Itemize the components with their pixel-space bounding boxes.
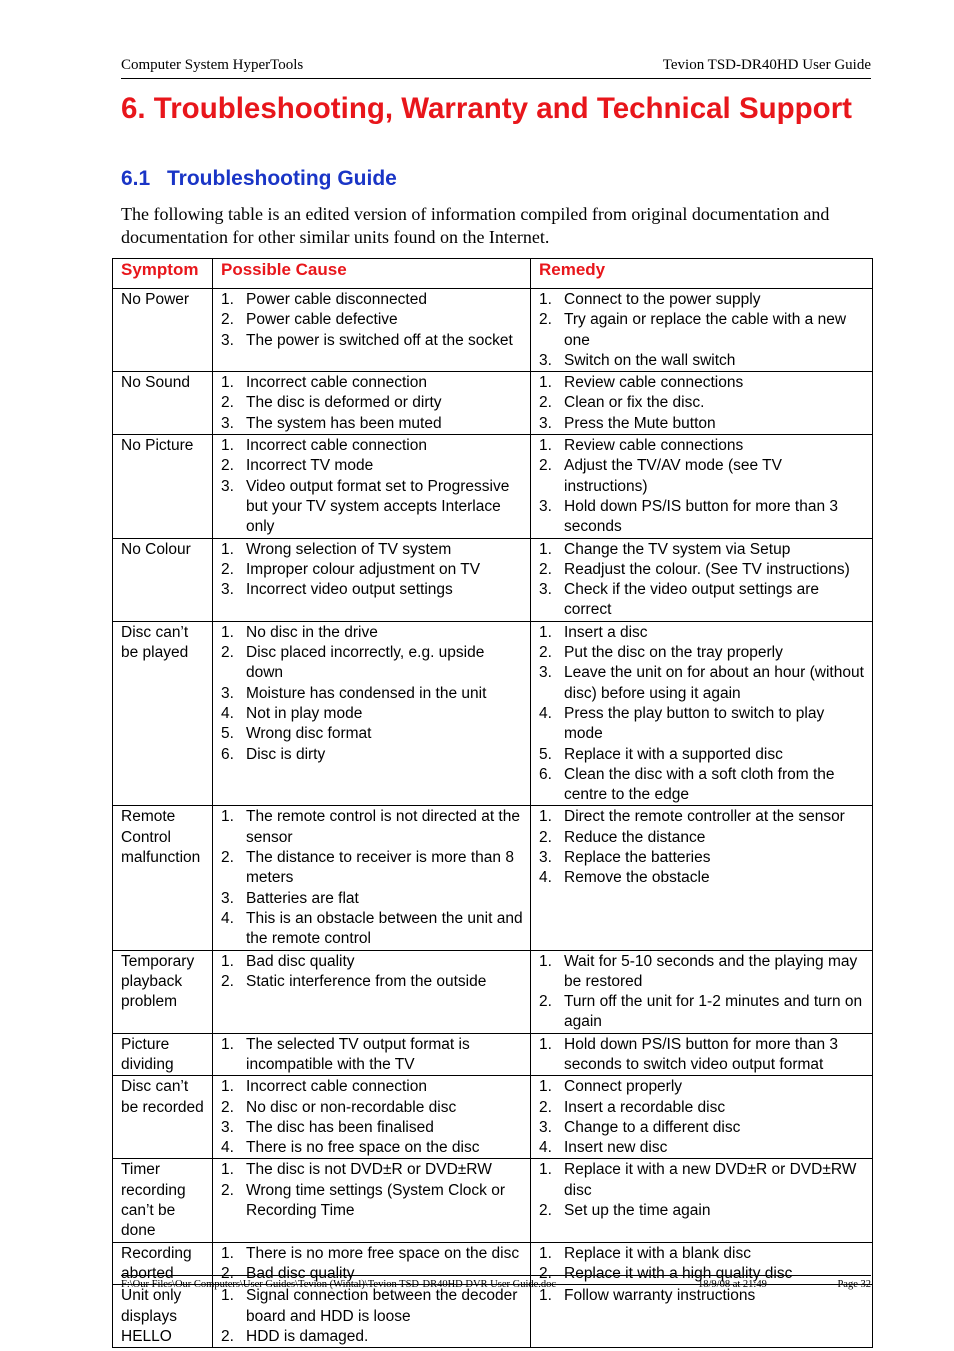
symptom-cell: No Power [113, 289, 213, 372]
intro-paragraph: The following table is an edited version of information compiled from original documentation and documentation for other similar units found on the Internet. [121, 204, 830, 247]
cause-item [221, 310, 524, 330]
remedy-text: Press the Mute button [564, 414, 716, 432]
remedy-item [539, 580, 866, 621]
table-row [113, 289, 873, 372]
remedy-item [539, 1201, 866, 1221]
table-row [113, 1076, 873, 1159]
item-number: 3. [539, 849, 552, 867]
item-number: 1. [221, 374, 234, 392]
remedy-text: Switch on the wall switch [564, 351, 736, 369]
remedy-list [539, 952, 866, 1033]
item-number: 2. [539, 560, 552, 578]
cause-text: The disc is deformed or dirty [246, 394, 442, 412]
cause-text: Incorrect cable connection [246, 437, 427, 455]
cause-text: The remote control is not directed at the sensor [246, 808, 520, 846]
remedy-list [539, 1035, 866, 1076]
cause-cell [213, 1159, 531, 1242]
table-row [113, 1159, 873, 1242]
cause-text: Signal connection between the decoder board and HDD is loose [246, 1287, 518, 1325]
cause-item [221, 1181, 524, 1222]
remedy-item [539, 456, 866, 497]
remedy-text: Insert a recordable disc [564, 1098, 726, 1116]
remedy-text: Adjust the TV/AV mode (see TV instructions) [564, 457, 782, 495]
item-number: 4. [539, 1139, 552, 1157]
symptom-cell: Disc can’t be played [113, 621, 213, 806]
item-number: 1. [221, 540, 234, 558]
cause-list [221, 1286, 524, 1347]
cause-item [221, 952, 524, 972]
cause-list [221, 623, 524, 765]
item-number: 2. [539, 1202, 552, 1220]
cause-text: No disc in the drive [246, 623, 378, 641]
item-number: 3. [221, 889, 234, 907]
remedy-item [539, 704, 866, 745]
header-divider [121, 78, 871, 79]
remedy-item [539, 393, 866, 413]
item-number: 3. [221, 581, 234, 599]
remedy-text: Press the play button to switch to play mode [564, 704, 825, 743]
item-number: 3. [539, 1118, 552, 1136]
cause-list [221, 436, 524, 537]
cause-text: Not in play mode [246, 704, 363, 722]
cause-text: The disc is not DVD±R or DVD±RW [246, 1161, 492, 1179]
remedy-item [539, 623, 866, 643]
remedy-list [539, 290, 866, 371]
remedy-item [539, 992, 866, 1033]
remedy-text: Follow warranty instructions [564, 1287, 756, 1305]
item-number: 2. [221, 560, 234, 578]
table-row [113, 538, 873, 621]
item-number: 1. [221, 1035, 234, 1053]
page-header [121, 57, 871, 77]
item-number: 2. [221, 849, 234, 867]
item-number: 6. [221, 745, 234, 763]
remedy-cell [531, 1285, 873, 1348]
table-body [113, 289, 873, 1348]
remedy-item [539, 290, 866, 310]
cause-text: There is no free space on the disc [246, 1139, 480, 1157]
remedy-item [539, 765, 866, 806]
remedy-item [539, 828, 866, 848]
table-row [113, 1285, 873, 1348]
item-number: 3. [539, 581, 552, 599]
cause-cell [213, 289, 531, 372]
item-number: 2. [539, 311, 552, 329]
remedy-cell [531, 950, 873, 1033]
item-number: 2. [221, 972, 234, 990]
cause-cell [213, 806, 531, 950]
remedy-item [539, 848, 866, 868]
cause-text: Moisture has condensed in the unit [246, 684, 487, 702]
item-number: 1. [539, 1244, 552, 1262]
remedy-text: Replace it with a high quality disc [564, 1264, 793, 1282]
symptom-cell: Temporary playback problem [113, 950, 213, 1033]
cause-text: The disc has been finalised [246, 1118, 434, 1136]
cause-list [221, 540, 524, 601]
item-number: 2. [221, 1264, 234, 1282]
remedy-cell [531, 1159, 873, 1242]
cause-item [221, 1077, 524, 1097]
item-number: 2. [539, 828, 552, 846]
item-number: 1. [539, 1287, 552, 1305]
page-footer [121, 1279, 871, 1293]
remedy-item [539, 414, 866, 434]
remedy-item [539, 1160, 866, 1201]
item-number: 1. [539, 623, 552, 641]
item-number: 1. [221, 437, 234, 455]
cause-text: Power cable defective [246, 311, 398, 329]
item-number: 3. [221, 331, 234, 349]
cause-cell [213, 621, 531, 806]
remedy-text: Hold down PS/IS button for more than 3 seconds to switch video output format [564, 1035, 838, 1073]
remedy-item [539, 436, 866, 456]
cause-item [221, 436, 524, 456]
cause-list [221, 807, 524, 949]
item-number: 3. [539, 497, 552, 515]
item-number: 1. [221, 623, 234, 641]
cause-item [221, 623, 524, 643]
item-number: 2. [221, 1098, 234, 1116]
cause-list [221, 373, 524, 434]
item-number: 1. [221, 291, 234, 308]
cause-text: Video output format set to Progressive but your TV system accepts Interlace only [246, 477, 510, 536]
remedy-item [539, 643, 866, 663]
cause-text: HDD is damaged. [246, 1327, 369, 1345]
item-number: 3. [221, 684, 234, 702]
cause-text: Improper colour adjustment on TV [246, 560, 481, 578]
remedy-cell [531, 435, 873, 538]
item-number: 4. [221, 909, 234, 927]
remedy-text: Insert new disc [564, 1139, 668, 1157]
item-number: 1. [539, 1035, 552, 1053]
subsection-number: 6.1 [121, 167, 151, 190]
cause-item [221, 1244, 524, 1264]
remedy-list [539, 623, 866, 806]
subsection-title: Troubleshooting Guide [167, 167, 397, 190]
item-number: 4. [539, 869, 552, 887]
cause-cell [213, 372, 531, 435]
item-number: 1. [539, 952, 552, 970]
footer-date: 18/9/08 at 21:49 [698, 1279, 767, 1290]
cause-list [221, 1160, 524, 1221]
item-number: 3. [539, 414, 552, 432]
symptom-cell: No Colour [113, 538, 213, 621]
cause-item [221, 373, 524, 393]
cause-text: Disc placed incorrectly, e.g. upside down [246, 644, 485, 682]
cause-item [221, 540, 524, 560]
remedy-text: Replace it with a new DVD±R or DVD±RW disc [564, 1161, 857, 1199]
item-number: 2. [221, 1327, 234, 1345]
cause-text: Static interference from the outside [246, 972, 487, 990]
item-number: 1. [221, 808, 234, 826]
cause-item [221, 1118, 524, 1138]
cause-cell [213, 538, 531, 621]
cause-item [221, 456, 524, 476]
table-row [113, 621, 873, 806]
item-number: 2. [539, 1098, 552, 1116]
remedy-text: Wait for 5-10 seconds and the playing may be restored [564, 952, 858, 990]
item-number: 2. [539, 644, 552, 662]
remedy-cell [531, 538, 873, 621]
remedy-text: Review cable connections [564, 437, 744, 455]
cause-cell [213, 950, 531, 1033]
cause-item [221, 889, 524, 909]
symptom-cell: Disc can’t be recorded [113, 1076, 213, 1159]
remedy-item [539, 1098, 866, 1118]
item-number: 4. [539, 704, 552, 722]
table-row [113, 950, 873, 1033]
remedy-item [539, 1077, 866, 1097]
cause-item [221, 414, 524, 434]
item-number: 3. [221, 1118, 234, 1136]
remedy-item [539, 807, 866, 827]
item-number: 1. [221, 1078, 234, 1096]
remedy-item [539, 497, 866, 538]
symptom-cell: No Picture [113, 435, 213, 538]
table-row [113, 372, 873, 435]
header-right-text: Tevion TSD-DR40HD User Guide [662, 57, 871, 73]
header-possible-cause: Possible Cause [213, 259, 531, 289]
cause-list [221, 1035, 524, 1076]
remedy-item [539, 540, 866, 560]
remedy-text: Connect to the power supply [564, 291, 761, 308]
cause-text: Disc is dirty [246, 745, 326, 763]
symptom-cell: Remote Control malfunction [113, 806, 213, 950]
item-number: 2. [221, 1181, 234, 1199]
table-row [113, 1033, 873, 1076]
header-remedy: Remedy [531, 259, 873, 289]
symptom-cell: Timer recording can’t be done [113, 1159, 213, 1242]
remedy-cell [531, 289, 873, 372]
remedy-text: Connect properly [564, 1078, 683, 1096]
remedy-text: Change to a different disc [564, 1118, 741, 1136]
item-number: 3. [221, 477, 234, 495]
cause-item [221, 807, 524, 848]
remedy-item [539, 663, 866, 704]
cause-item [221, 290, 524, 310]
item-number: 2. [539, 993, 552, 1011]
remedy-text: Leave the unit on for about an hour (without disc) before using it again [564, 664, 864, 702]
remedy-cell [531, 372, 873, 435]
remedy-text: Check if the video output settings are correct [564, 581, 820, 619]
remedy-text: Clean the disc with a soft cloth from the centre to the edge [564, 765, 835, 804]
remedy-text: Clean or fix the disc. [564, 394, 705, 412]
cause-item [221, 560, 524, 580]
cause-item [221, 848, 524, 889]
remedy-item [539, 1118, 866, 1138]
remedy-item [539, 373, 866, 393]
item-number: 1. [221, 952, 234, 970]
remedy-text: Set up the time again [564, 1202, 711, 1220]
footer-file-path: F:\Our Files\Our Computers\User Guides\Tevion (Wintal)\Tevion TSD-DR40HD DVR User Guide.doc [121, 1279, 557, 1290]
cause-text: There is no more free space on the disc [246, 1244, 520, 1262]
cause-item [221, 1327, 524, 1347]
cause-text: Incorrect cable connection [246, 1078, 427, 1096]
cause-text: The selected TV output format is incompatible with the TV [246, 1035, 470, 1073]
cause-text: Incorrect cable connection [246, 374, 427, 392]
item-number: 1. [539, 437, 552, 455]
remedy-cell [531, 1033, 873, 1076]
item-number: 5. [221, 725, 234, 743]
cause-item [221, 643, 524, 684]
remedy-text: Turn off the unit for 1-2 minutes and turn on again [564, 993, 863, 1031]
remedy-list [539, 1160, 866, 1221]
remedy-cell [531, 621, 873, 806]
cause-item [221, 909, 524, 950]
remedy-text: Remove the obstacle [564, 869, 710, 887]
header-left-text: Computer System HyperTools [121, 57, 304, 73]
cause-item [221, 745, 524, 765]
remedy-text: Readjust the colour. (See TV instructions) [564, 560, 850, 578]
item-number: 4. [221, 1139, 234, 1157]
item-number: 3. [539, 664, 552, 682]
remedy-item [539, 351, 866, 371]
footer-page-number: Page 32 [837, 1279, 871, 1290]
cause-item [221, 393, 524, 413]
subsection-heading [121, 167, 397, 191]
cause-item [221, 724, 524, 744]
remedy-item [539, 1035, 866, 1076]
remedy-item [539, 310, 866, 351]
cause-item [221, 1098, 524, 1118]
remedy-list [539, 436, 866, 537]
cause-text: Incorrect TV mode [246, 457, 374, 475]
cause-text: This is an obstacle between the unit and the remote control [246, 909, 523, 948]
item-number: 1. [539, 540, 552, 558]
troubleshooting-table [112, 258, 873, 1348]
cause-cell [213, 1285, 531, 1348]
cause-text: Power cable disconnected [246, 291, 427, 308]
cause-item [221, 684, 524, 704]
remedy-list [539, 807, 866, 888]
remedy-text: Insert a disc [564, 623, 648, 641]
remedy-text: Replace it with a supported disc [564, 745, 783, 763]
item-number: 3. [539, 351, 552, 369]
remedy-text: Change the TV system via Setup [564, 540, 791, 558]
remedy-cell [531, 1076, 873, 1159]
item-number: 4. [221, 704, 234, 722]
cause-cell [213, 1076, 531, 1159]
item-number: 1. [539, 1078, 552, 1096]
cause-item [221, 1160, 524, 1180]
remedy-text: Review cable connections [564, 374, 744, 392]
cause-text: Incorrect video output settings [246, 581, 453, 599]
item-number: 2. [539, 394, 552, 412]
remedy-text: Hold down PS/IS button for more than 3 seconds [564, 497, 838, 536]
item-number: 1. [221, 1287, 234, 1305]
cause-item [221, 1035, 524, 1076]
item-number: 2. [539, 1264, 552, 1282]
remedy-item [539, 868, 866, 888]
remedy-item [539, 560, 866, 580]
cause-item [221, 1138, 524, 1158]
cause-text: Wrong disc format [246, 725, 372, 743]
symptom-cell: Picture dividing [113, 1033, 213, 1076]
remedy-text: Replace it with a blank disc [564, 1244, 751, 1262]
cause-text: The power is switched off at the socket [246, 331, 513, 349]
cause-text: The distance to receiver is more than 8 meters [246, 849, 514, 887]
item-number: 5. [539, 745, 552, 763]
cause-text: No disc or non-recordable disc [246, 1098, 457, 1116]
item-number: 1. [539, 291, 552, 308]
cause-text: The system has been muted [246, 414, 442, 432]
remedy-text: Put the disc on the tray properly [564, 644, 783, 662]
cause-list [221, 290, 524, 351]
table-row [113, 435, 873, 538]
remedy-item [539, 1244, 866, 1264]
remedy-text: Try again or replace the cable with a new one [564, 311, 847, 349]
item-number: 1. [539, 1161, 552, 1179]
remedy-list [539, 373, 866, 434]
symptom-cell: Recording aborted [113, 1242, 213, 1285]
section-title: 6. Troubleshooting, Warranty and Technical Support [121, 92, 853, 125]
item-number: 1. [221, 1244, 234, 1262]
cause-cell [213, 1033, 531, 1076]
remedy-list [539, 540, 866, 621]
item-number: 1. [539, 808, 552, 826]
cause-text: Bad disc quality [246, 952, 355, 970]
symptom-cell: No Sound [113, 372, 213, 435]
item-number: 2. [539, 457, 552, 475]
table-row [113, 806, 873, 950]
remedy-text: Reduce the distance [564, 828, 706, 846]
item-number: 3. [221, 414, 234, 432]
item-number: 2. [221, 311, 234, 329]
item-number: 2. [221, 394, 234, 412]
item-number: 1. [221, 1161, 234, 1179]
cause-text: Batteries are flat [246, 889, 359, 907]
cause-item [221, 331, 524, 351]
cause-text: Wrong selection of TV system [246, 540, 452, 558]
header-symptom: Symptom [113, 259, 213, 289]
remedy-cell [531, 806, 873, 950]
remedy-text: Direct the remote controller at the sensor [564, 808, 845, 826]
remedy-list [539, 1077, 866, 1158]
remedy-text: Replace the batteries [564, 849, 711, 867]
cause-item [221, 704, 524, 724]
remedy-item [539, 952, 866, 993]
cause-item [221, 580, 524, 600]
cause-cell [213, 435, 531, 538]
item-number: 6. [539, 765, 552, 783]
cause-text: Wrong time settings (System Clock or Recording Time [246, 1181, 505, 1220]
remedy-item [539, 745, 866, 765]
cause-text: Bad disc quality [246, 1264, 355, 1282]
item-number: 1. [539, 374, 552, 392]
cause-item [221, 972, 524, 992]
item-number: 2. [221, 457, 234, 475]
item-number: 2. [221, 644, 234, 662]
footer-divider [121, 1275, 871, 1276]
remedy-item [539, 1138, 866, 1158]
cause-list [221, 1077, 524, 1158]
table-header-row [113, 259, 873, 289]
symptom-cell: Unit only displays HELLO [113, 1285, 213, 1348]
cause-list [221, 952, 524, 993]
cause-item [221, 477, 524, 538]
